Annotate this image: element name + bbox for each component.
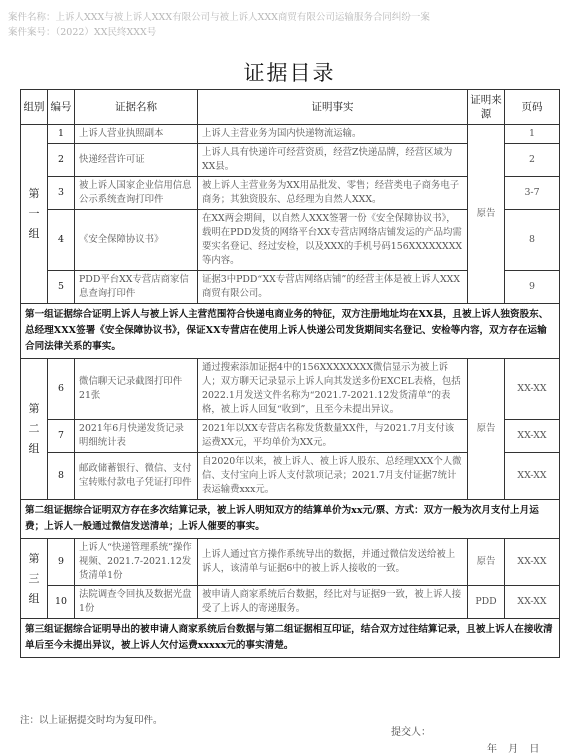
evidence-fact: 2021年以XX专营店名称发货数量XX件，与2021.7月支付该运费XX元，平均单价为XX元。 bbox=[198, 420, 468, 453]
evidence-num: 6 bbox=[48, 359, 75, 420]
evidence-name: 法院调查令回执及数据光盘1份 bbox=[75, 586, 198, 619]
evidence-name: 被上诉人国家企业信用信息公示系统查询打印件 bbox=[75, 177, 198, 210]
header-source: 证明来源 bbox=[468, 90, 505, 125]
evidence-source: 原告 bbox=[468, 359, 505, 500]
header-group: 组别 bbox=[21, 90, 48, 125]
evidence-fact: 上诉人通过官方操作系统导出的数据，并通过微信发送给被上诉人，该清单与证据6中的被上诉人接收的一致。 bbox=[198, 539, 468, 586]
page-title: 证据目录 bbox=[243, 61, 336, 85]
evidence-fact: 上诉人主营业务为国内快递物流运输。 bbox=[198, 125, 468, 144]
group-label-2: 第 二 组 bbox=[21, 359, 48, 500]
evidence-name: 上诉人营业执照副本 bbox=[75, 125, 198, 144]
evidence-name: PDD平台XX专营店商家信息查询打印件 bbox=[75, 271, 198, 304]
evidence-name: 上诉人“快递管理系统”操作视频、2021.7-2021.12发货清单1份 bbox=[75, 539, 198, 586]
evidence-name: 微信聊天记录截图打印件21张 bbox=[75, 359, 198, 420]
header-fact: 证明事实 bbox=[198, 90, 468, 125]
evidence-num: 2 bbox=[48, 144, 75, 177]
evidence-num: 5 bbox=[48, 271, 75, 304]
group-summary-1: 第一组证据综合证明上诉人与被上诉人主营范围符合快递电商业务的特征，双方注册地址均在XX县，且被上诉人独资股东、总经理XXX签署《安全保障协议书》，保证XX专营店在使用上诉人快递公司发货期间实名登记、安检等内容，双方存在运输合同法律关系的事实。 bbox=[21, 304, 560, 359]
evidence-source: 原告 bbox=[468, 539, 505, 586]
header-name: 证据名称 bbox=[75, 90, 198, 125]
case-header bbox=[8, 10, 573, 40]
footnote: 注：以上证据提交时均为复印件。 bbox=[20, 715, 163, 726]
evidence-fact: 证据3中PDD“XX专营店网络店铺”的经营主体是被上诉人XXX商贸有限公司。 bbox=[198, 271, 468, 304]
evidence-page: 2 bbox=[505, 144, 560, 177]
evidence-page: XX-XX bbox=[505, 420, 560, 453]
evidence-name: 2021年6月快递发货记录明细统计表 bbox=[75, 420, 198, 453]
header-page: 页码 bbox=[505, 90, 560, 125]
evidence-num: 7 bbox=[48, 420, 75, 453]
group-summary-2: 第二组证据综合证明双方存在多次结算记录，被上诉人明知双方的结算单价为xx元/票、方式：双方一般为次月支付上月运费；上诉人一般通过微信发送清单；上诉人催要的事实。 bbox=[21, 500, 560, 539]
evidence-page: XX-XX bbox=[505, 539, 560, 586]
evidence-page: XX-XX bbox=[505, 586, 560, 619]
group-summary-row bbox=[21, 304, 560, 359]
evidence-num: 3 bbox=[48, 177, 75, 210]
evidence-source: PDD bbox=[468, 586, 505, 619]
evidence-page: XX-XX bbox=[505, 453, 560, 500]
evidence-page: 3-7 bbox=[505, 177, 560, 210]
evidence-name: 快递经营许可证 bbox=[75, 144, 198, 177]
evidence-page: 1 bbox=[505, 125, 560, 144]
evidence-table bbox=[20, 89, 560, 658]
group-summary-row bbox=[21, 500, 560, 539]
table-row bbox=[21, 125, 560, 144]
case-number-line: 案件案号：（2022）XX民终XXX号 bbox=[8, 27, 157, 38]
evidence-source: 原告 bbox=[468, 125, 505, 304]
evidence-num: 4 bbox=[48, 210, 75, 271]
table-row bbox=[21, 539, 560, 586]
evidence-fact: 自2020年以来，被上诉人、被上诉人股东、总经理XXX个人微信、支付宝向上诉人支付款项记录；2021.7月支付证据7统计表运输费xxx元。 bbox=[198, 453, 468, 500]
evidence-num: 9 bbox=[48, 539, 75, 586]
evidence-name: 邮政储蓄银行、微信、支付宝转账付款电子凭证打印件 bbox=[75, 453, 198, 500]
case-name-line: 案件名称：上诉人XXX与被上诉人XXX有限公司与被上诉人XXX商贸有限公司运输服务合同纠纷一案 bbox=[8, 12, 430, 23]
evidence-fact: 上诉人具有快递许可经营资质，经营Z快递品牌，经营区域为XX县。 bbox=[198, 144, 468, 177]
evidence-page: 9 bbox=[505, 271, 560, 304]
date-label: 年 月 日 bbox=[487, 744, 540, 755]
evidence-fact: 被上诉人主营业务为XX用品批发、零售；经营类电子商务电子商务；其独资股东、总经理为自然人XXX。 bbox=[198, 177, 468, 210]
evidence-num: 1 bbox=[48, 125, 75, 144]
evidence-fact: 在XX两会期间，以自然人XXX签署一份《安全保障协议书》，载明在PDD发货的网络平台XX专营店网络店铺发运的产品均需要实名登记、经过安检，以及XXX的手机号码156XXXXXXXX等内容。 bbox=[198, 210, 468, 271]
evidence-num: 8 bbox=[48, 453, 75, 500]
group-label-3: 第 三 组 bbox=[21, 539, 48, 619]
table-row bbox=[21, 586, 560, 619]
table-header-row bbox=[21, 90, 560, 125]
evidence-page: XX-XX bbox=[505, 359, 560, 420]
evidence-num: 10 bbox=[48, 586, 75, 619]
header-num: 编号 bbox=[48, 90, 75, 125]
group-summary-3: 第三组证据综合证明导出的被申请人商家系统后台数据与第二组证据相互印证，结合双方过往结算记录，且被上诉人在接收清单后至今未提出异议，被上诉人欠付运费xxxxx元的事实清楚。 bbox=[21, 619, 560, 658]
evidence-page: 8 bbox=[505, 210, 560, 271]
evidence-fact: 通过搜索添加证据4中的156XXXXXXXX微信显示为被上诉人；双方聊天记录显示上诉人向其发送多份EXCEL表格，包括2022.1月发送文件名称为“2021.7-2021.12发货清单”的表格，被上诉人回复“收到”，且至今未提出异议。 bbox=[198, 359, 468, 420]
group-summary-row bbox=[21, 619, 560, 658]
evidence-name: 《安全保障协议书》 bbox=[75, 210, 198, 271]
evidence-fact: 被申请人商家系统后台数据，经比对与证据9一致，被上诉人接受了上诉人的寄递服务。 bbox=[198, 586, 468, 619]
signature-label: 提交人： bbox=[391, 727, 431, 738]
group-label-1: 第 一 组 bbox=[21, 125, 48, 304]
table-row bbox=[21, 359, 560, 420]
